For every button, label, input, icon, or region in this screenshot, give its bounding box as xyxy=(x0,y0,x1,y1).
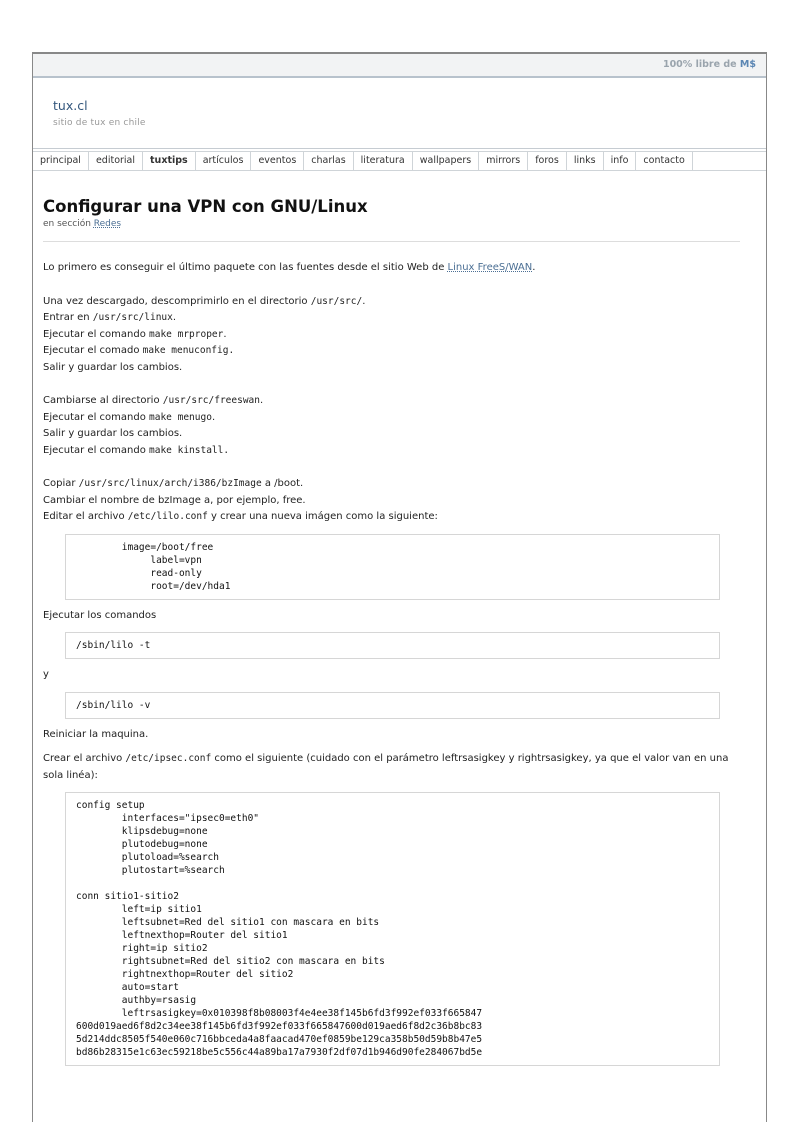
text: Ejecutar el comando xyxy=(43,411,150,423)
code-block-lilo-t: /sbin/lilo -t xyxy=(65,632,720,659)
code-inline: /usr/src/linux xyxy=(92,312,173,323)
step-line: Cambiar el nombre de bzImage a, por ejemplo, free. xyxy=(43,494,306,506)
exec-commands-label: Ejecutar los comandos xyxy=(43,609,157,621)
code-inline: make menuconfig. xyxy=(142,345,235,356)
text: Editar el archivo xyxy=(43,511,128,522)
text: . xyxy=(211,411,216,423)
nav-foros[interactable]: foros xyxy=(528,152,567,170)
nav-eventos[interactable]: eventos xyxy=(251,152,304,170)
nav-tuxtips[interactable]: tuxtips xyxy=(143,152,196,170)
site-subtitle: sitio de tux en chile xyxy=(53,118,146,128)
text: . xyxy=(223,328,227,340)
text: Ejecutar el comando xyxy=(43,328,150,340)
text: Ejecutar el comando xyxy=(43,444,150,456)
code-inline: make menugo xyxy=(149,411,212,423)
step-line xyxy=(43,294,740,311)
nav-literatura[interactable]: literatura xyxy=(354,152,413,170)
code-inline: /etc/ipsec.conf xyxy=(125,753,212,764)
nav-charlas[interactable]: charlas xyxy=(304,152,353,170)
article-title: Configurar una VPN con GNU/Linux xyxy=(43,197,368,216)
reboot-text: Reiniciar la maquina. xyxy=(43,728,149,740)
text: Lo primero es conseguir el último paquete con las fuentes desde el sitio Web de xyxy=(43,262,448,273)
main-nav xyxy=(33,151,766,171)
step-line xyxy=(43,476,740,493)
code-block-ipsec: config setup interfaces="ipsec0=eth0" klipsdebug=none plutodebug=none plutoload=%search plutostart=%search conn sitio1-sitio2 left=ip sitio1 leftsubnet=Red del sitio1 con mascara en bits leftnexthop=Router del sitio1 right=ip sitio2 rightsubnet=Red del sitio2 con mascara en bits rightnexthop=Router del sitio2 auto=start authby=rsasig leftrsasigkey=0x010398f8b08003f4e4ee38f145b6fd3f992ef033f665847 600d019aed6f8d2c34ee38f145b6fd3f992ef033f665847600d019aed6f8d2c36b8bc83 5d214ddc8505f540e060c716bbceda4a8faacad470ef0859be129ca358b50d59b8b47e5 bd86b28315e1c63ec59218be5c556c44a89ba17a7930f2df07d1b946d90fe284067bd5e xyxy=(65,792,720,1066)
text: y crear una nueva imágen como la siguiente: xyxy=(207,511,438,522)
article-content xyxy=(33,197,766,1066)
top-bar xyxy=(33,54,766,78)
article-section xyxy=(43,219,740,242)
step-line xyxy=(43,443,740,460)
section-link[interactable]: Redes xyxy=(93,219,122,229)
text: . xyxy=(362,295,366,307)
nav-articulos[interactable]: artículos xyxy=(196,152,252,170)
code-inline: /usr/src/ xyxy=(310,295,363,307)
nav-contacto[interactable]: contacto xyxy=(636,152,692,170)
text: Entrar en xyxy=(43,312,93,323)
text: a /boot. xyxy=(261,478,304,489)
text: Ejecutar el comado xyxy=(43,345,143,356)
text: . xyxy=(259,395,264,406)
text: . xyxy=(532,262,536,273)
step-line: Salir y guardar los cambios. xyxy=(43,428,183,439)
topbar-text: 100% libre de xyxy=(662,59,740,70)
text: Cambiarse al directorio xyxy=(43,395,163,406)
text: como el siguiente (cuidado con el parámetro leftrsasigkey y rightrsasigkey, ya que el valor van en una sola linéa): xyxy=(43,753,729,781)
nav-info[interactable]: info xyxy=(604,152,637,170)
code-inline: /usr/src/linux/arch/i386/bzImage xyxy=(78,478,262,489)
step-line xyxy=(43,393,740,410)
step-line xyxy=(43,310,740,327)
code-block-lilo-v: /sbin/lilo -v xyxy=(65,692,720,719)
nav-mirrors[interactable]: mirrors xyxy=(479,152,528,170)
conjunction-y: y xyxy=(43,669,49,680)
code-block-lilo: image=/boot/free label=vpn read-only root=/dev/hda1 xyxy=(65,534,720,600)
step-line xyxy=(43,410,740,427)
code-inline: make kinstall. xyxy=(149,444,230,456)
page-frame xyxy=(32,52,767,1122)
freeswan-link[interactable]: Linux FreeS/WAN xyxy=(447,262,533,273)
step-line: Salir y guardar los cambios. xyxy=(43,361,183,373)
nav-links[interactable]: links xyxy=(567,152,604,170)
text: Copiar xyxy=(43,478,79,489)
step-line xyxy=(43,343,740,360)
site-header xyxy=(33,78,766,149)
nav-principal[interactable]: principal xyxy=(33,152,89,170)
section-prefix: en sección xyxy=(43,219,94,229)
text: Una vez descargado, descomprimirlo en el directorio xyxy=(43,295,311,307)
text: . xyxy=(172,312,177,323)
ipsec-instructions xyxy=(43,751,740,784)
step-line xyxy=(43,509,740,526)
topbar-ms-link[interactable]: M$ xyxy=(739,59,756,70)
nav-wallpapers[interactable]: wallpapers xyxy=(413,152,479,170)
paragraph-intro xyxy=(43,260,740,277)
code-inline: make mrproper xyxy=(149,328,224,340)
text: Crear el archivo xyxy=(43,753,126,764)
site-title[interactable]: tux.cl xyxy=(53,98,88,113)
code-inline: /usr/src/freeswan xyxy=(162,395,260,406)
step-line xyxy=(43,327,740,344)
nav-editorial[interactable]: editorial xyxy=(89,152,143,170)
code-inline: /etc/lilo.conf xyxy=(127,511,208,522)
